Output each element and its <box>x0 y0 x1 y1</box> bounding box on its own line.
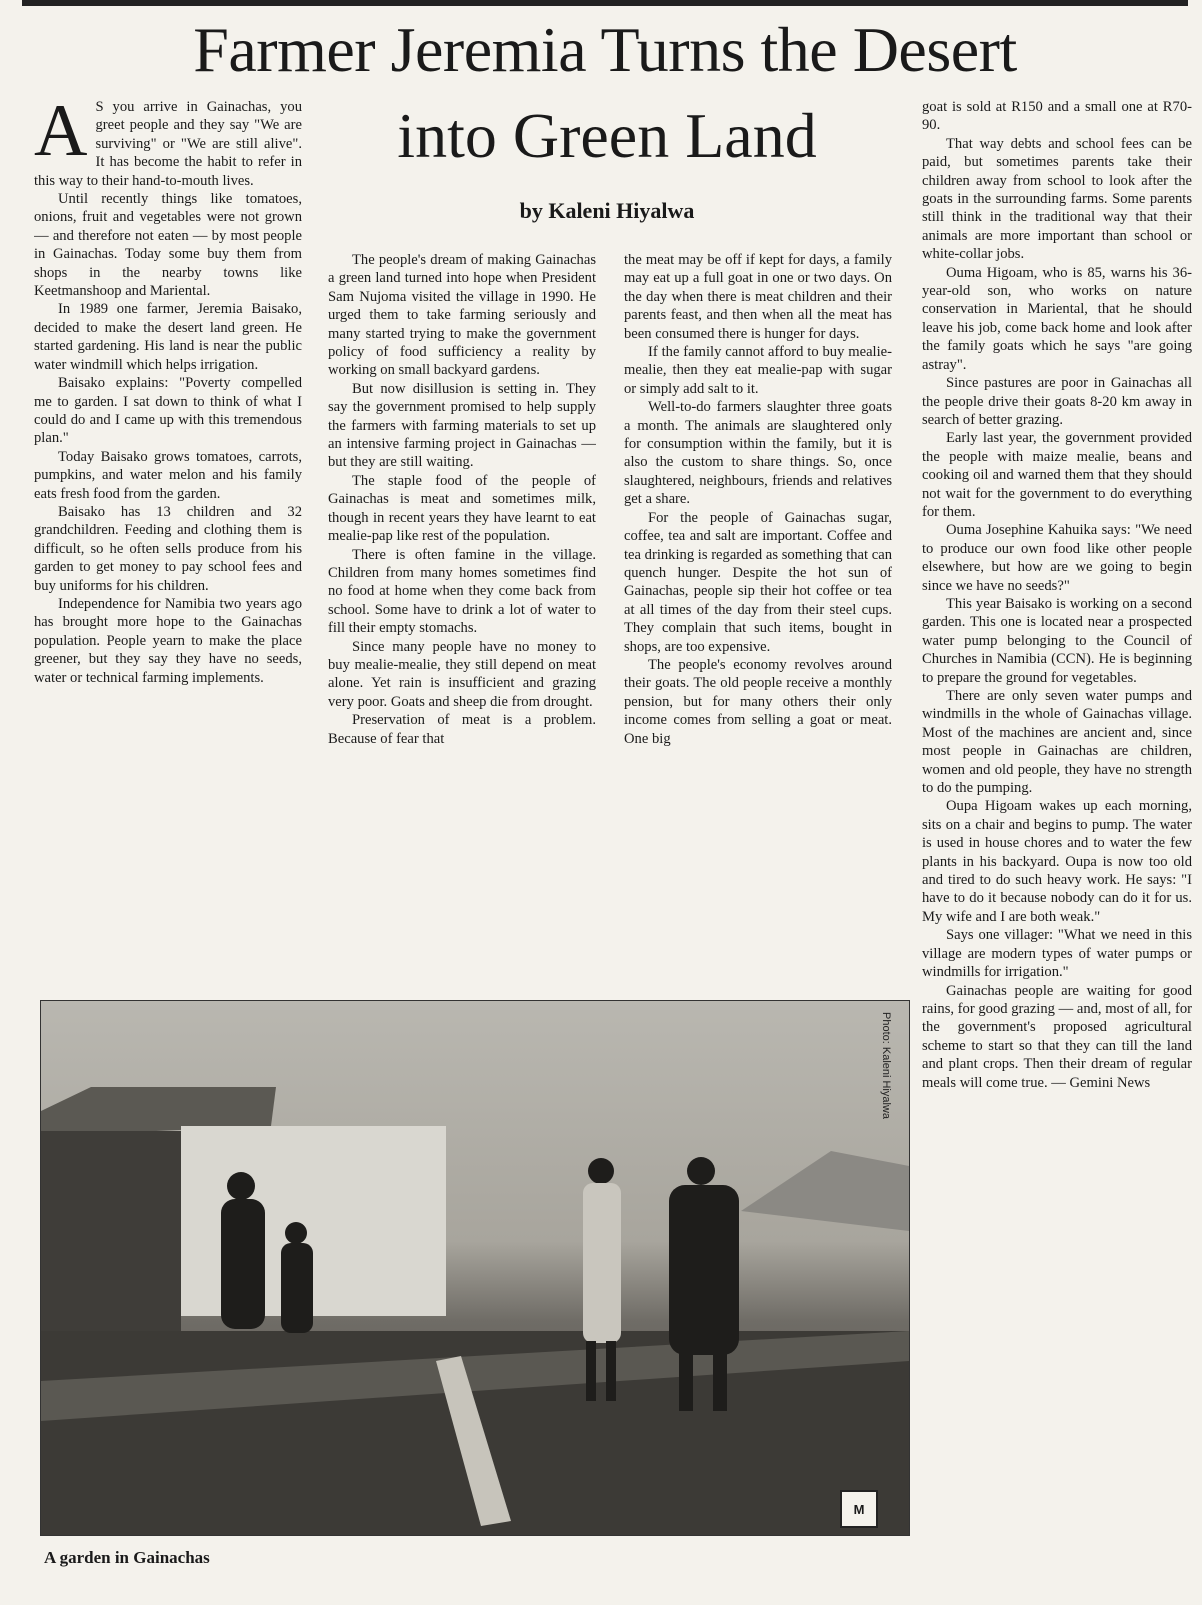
paragraph: Since many people have no money to buy mealie-mealie, they still depend on meat alone. Yet rain is insufficient and grazing very poor. Goats and sheep die from drought. <box>328 638 596 710</box>
paragraph: Gainachas people are waiting for good rains, for good grazing — and, most of all, for the government's proposed agricultural scheme to start so that they can till the land and plant crops. Then their dream of regular meals will come true. — Gemini News <box>922 982 1192 1091</box>
news-logo: M <box>840 1490 878 1528</box>
paragraph: Oupa Higoam wakes up each morning, sits on a chair and begins to pump. The water is used in house chores and to water the few plants in his backyard. Oupa is now too old and tired to do such heavy work. He says: "I have to do it because nobody can do it for us. My wife and I are both weak." <box>922 798 1192 925</box>
paragraph: This year Baisako is working on a second garden. This one is located near a prospected water pump belonging to the Council of Churches in Namibia (CCN). He is beginning to prepare the ground for vegetables. <box>922 595 1192 686</box>
headline-line-1: Farmer Jeremia Turns the Desert <box>193 14 1017 85</box>
paragraph: Since pastures are poor in Gainachas all the people drive their goats 8-20 km away in search of better grazing. <box>922 375 1192 428</box>
paragraph: S you arrive in Gainachas, you greet people and they say "We are surviving" or "We are still alive". It has become the habit to refer in this way to their hand-to-mouth lives. <box>34 99 302 189</box>
paragraph: goat is sold at R150 and a small one at R70-90. <box>922 99 1192 134</box>
paragraph: There is often famine in the village. Children from many homes sometimes find no food at home when they come back from school. Some have to drink a lot of water to fill their empty stomachs. <box>328 546 596 637</box>
shed-wall-light <box>181 1126 446 1316</box>
paragraph: If the family cannot afford to buy mealie-mealie, then they eat mealie-pap with sugar or simply add salt to it. <box>624 344 892 397</box>
hill-shape <box>741 1151 909 1231</box>
article-column-4 <box>922 98 1192 1593</box>
article-column-2 <box>328 251 596 984</box>
paragraph: Says one villager: "What we need in this village are modern types of water pumps or windmills for irrigation." <box>922 927 1192 981</box>
paragraph: Ouma Higoam, who is 85, warns his 36-year-old son, who works on nature conservation in Mariental, that he should leave his job, come back home and look after the family goats which he says "are going astray". <box>922 264 1192 373</box>
garden-photo <box>40 1000 910 1536</box>
paragraph: Baisako explains: "Poverty compelled me to garden. I sat down to think of what I could do and I came up with this tremendous plan." <box>34 375 302 447</box>
photo-illustration <box>41 1001 909 1535</box>
headline-line-2: into Green Land <box>397 100 817 171</box>
paragraph: Until recently things like tomatoes, onions, fruit and vegetables were not grown — and therefore not eaten — by most people in Gainachas. Today some buy them from shops in the nearby towns like Keetmanshoop and Mariental. <box>34 191 302 300</box>
paragraph: Today Baisako grows tomatoes, carrots, pumpkins, and water melon and his family eats fresh food from the garden. <box>34 448 302 502</box>
paragraph: That way debts and school fees can be paid, but sometimes parents take their children away from school to look after the goats in the surrounding farms. Some parents still think in the traditional way that their animals are more important than school or white-collar jobs. <box>922 135 1192 263</box>
paragraph: But now disillusion is setting in. They say the government promised to help supply the farmers with farming materials to set up an intensive farming project in Gainachas — but they are still waiting. <box>328 380 596 471</box>
paragraph: Baisako has 13 children and 32 grandchildren. Feeding and clothing them is difficult, so he often sells produce from his garden to get money to pay school fees and buy uniforms for his children. <box>34 503 302 594</box>
paragraph: Early last year, the government provided the people with maize mealie, beans and cooking oil and warned them that they should not wait for the government to do everything for them. <box>922 430 1192 520</box>
article-column-3 <box>624 251 892 984</box>
drop-cap: A <box>34 98 88 172</box>
paragraph: Preservation of meat is a problem. Because of fear that <box>328 712 596 747</box>
top-rule <box>22 0 1188 6</box>
paragraph: In 1989 one farmer, Jeremia Baisako, decided to make the desert land green. He started gardening. His land is near the public water windmill which helps irrigation. <box>34 301 302 373</box>
paragraph: There are only seven water pumps and windmills in the whole of Gainachas village. Most of the machines are ancient and, since most people in Gainachas are children, women and old people, they have no strength to do the pumping. <box>922 688 1192 797</box>
photo-credit: Photo: Kaleni Hiyalwa <box>880 1012 892 1120</box>
paragraph: The people's economy revolves around their goats. The old people receive a monthly pension, but for many others their only income comes from selling a goat or meat. One big <box>624 656 892 747</box>
paragraph: Ouma Josephine Kahuika says: "We need to produce our own food like other people elsewhere, but how are we going to begin since we have no seeds?" <box>922 522 1192 594</box>
photo-caption: A garden in Gainachas <box>44 1548 210 1567</box>
article-column-1 <box>34 98 302 984</box>
paragraph: For the people of Gainachas sugar, coffee, tea and salt are important. Coffee and tea drinking is regarded as something that can quench hunger. Despite the hot sun of Gainachas, people sip their hot coffee or tea at all times of the day from their steel cups. They complain that such items, bought in shops, are too expensive. <box>624 509 892 655</box>
byline: by Kaleni Hiyalwa <box>519 198 695 223</box>
paragraph: Independence for Namibia two years ago has brought more hope to the Gainachas population. People yearn to make the place greener, but they say they have no seeds, water or technical farming implements. <box>34 595 302 686</box>
paragraph: the meat may be off if kept for days, a family may eat up a full goat in one or two days. On the day when there is meat children and their parents feast, and then when all the meat has been consumed there is hunger for days. <box>624 252 892 342</box>
paragraph: The people's dream of making Gainachas a green land turned into hope when President Sam Nujoma visited the village in 1990. He urged them to take farming seriously and many started trying to make the government policy of food sufficiency a reality by working on small backyard gardens. <box>328 252 596 379</box>
shed-wall <box>41 1131 181 1361</box>
paragraph: Well-to-do farmers slaughter three goats a month. The animals are slaughtered only for consumption within the family, but it is also the custom to share things. So, once slaughtered, neighbours, friends and relatives get a share. <box>624 399 892 508</box>
paragraph: The staple food of the people of Gainachas is meat and sometimes milk, though in recent years they have learnt to eat mealie-pap like rest of the population. <box>328 472 596 545</box>
